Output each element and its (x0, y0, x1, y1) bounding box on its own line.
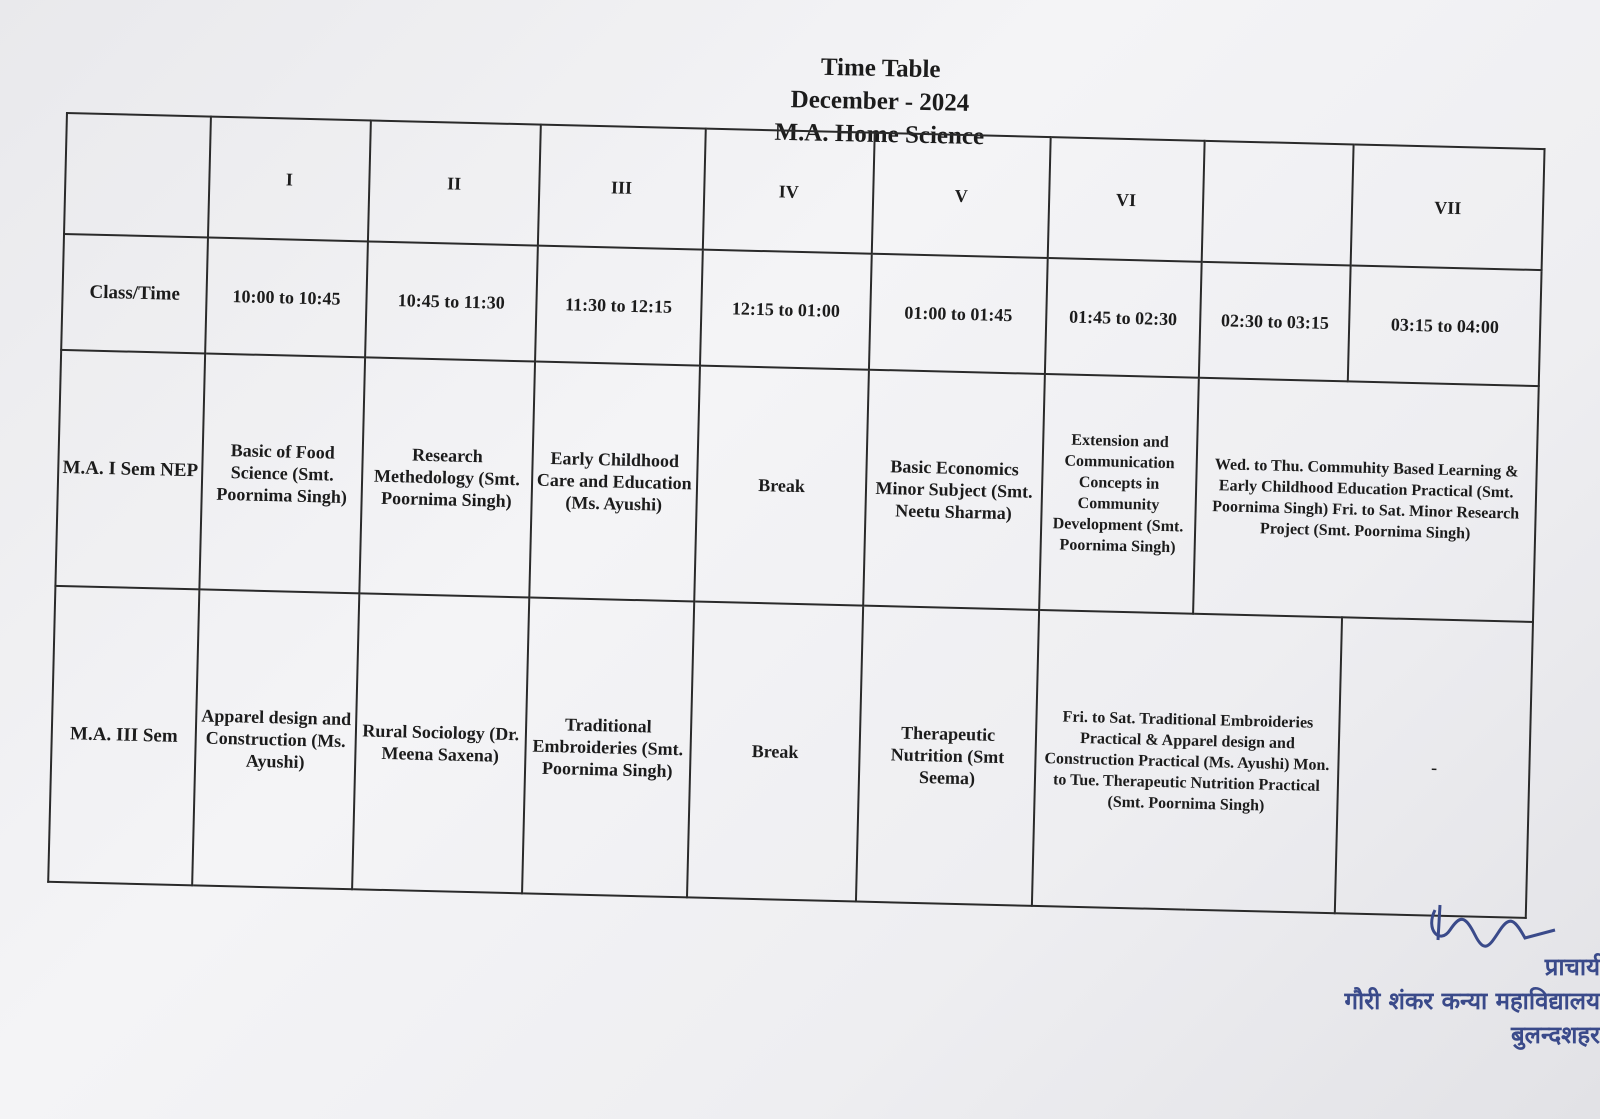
subject-cell: Extension and Communication Concepts in Community Development (Smt. Poornima Singh) (1039, 374, 1199, 614)
time-slot: 10:45 to 11:30 (365, 241, 538, 361)
subject-cell: Early Childhood Care and Education (Ms. Ayushi) (529, 362, 699, 602)
title-line-2: December - 2024 (790, 86, 970, 117)
period-header: I (208, 117, 371, 242)
period-header (1202, 141, 1354, 266)
time-slot: 01:45 to 02:30 (1044, 258, 1201, 378)
period-header: VII (1351, 144, 1544, 270)
subject-cell: Apparel design and Construction (Ms. Ayushi) (192, 589, 359, 889)
principal-signature (1310, 900, 1600, 1052)
period-header: IV (702, 129, 875, 254)
timetable-wrapper (47, 112, 1565, 918)
time-slot: 02:30 to 03:15 (1199, 262, 1351, 382)
subject-cell: Traditional Embroideries (Smt. Poornima Singh) (522, 597, 694, 897)
header-corner (64, 113, 211, 237)
period-header: II (368, 120, 541, 245)
subject-cell: Fri. to Sat. Traditional Embroideries Practical & Apparel design and Construction Practical (Ms. Ayushi) Mon. to Tue. Therapeutic Nutrition Practical (Smt. Poornima Singh) (1031, 610, 1342, 913)
subject-cell: Basic Economics Minor Subject (Smt. Neetu Sharma) (864, 370, 1045, 610)
period-header: VI (1047, 137, 1204, 262)
table-row (48, 586, 1533, 918)
subject-cell: - (1335, 617, 1533, 918)
signature-line: बुलन्दशहर (1510, 1021, 1600, 1049)
signature-line: गौरी शंकर कन्या महाविद्यालय (1344, 987, 1600, 1015)
time-row-label: Class/Time (61, 234, 208, 353)
break-cell: Break (687, 601, 864, 901)
time-slot: 11:30 to 12:15 (535, 246, 703, 366)
time-slot: 01:00 to 01:45 (869, 254, 1047, 374)
time-slot: 03:15 to 04:00 (1348, 265, 1541, 386)
break-cell: Break (694, 366, 870, 606)
title-line-1: Time Table (820, 53, 941, 84)
class-label: M.A. III Sem (48, 586, 199, 885)
subject-cell: Rural Sociology (Dr. Meena Saxena) (352, 593, 529, 893)
signature-line: प्राचार्य (1544, 953, 1600, 981)
signature-scribble (1420, 900, 1560, 950)
table-row (55, 350, 1538, 622)
time-slot: 12:15 to 01:00 (700, 250, 873, 370)
period-header: III (538, 125, 706, 250)
subject-cell: Basic of Food Science (Smt. Poornima Singh) (200, 353, 365, 593)
time-slot: 10:00 to 10:45 (205, 238, 367, 358)
subject-cell: Wed. to Thu. Commuhity Based Learning & Early Childhood Education Practical (Smt. Poornima Singh) Fri. to Sat. Minor Research Project (Smt. Poornima Singh) (1193, 378, 1539, 622)
subject-cell: Therapeutic Nutrition (Smt Seema) (856, 606, 1038, 906)
title-line-3: M.A. Home Science (774, 118, 985, 151)
subject-cell: Research Methedology (Smt. Poornima Singh) (359, 357, 535, 597)
timetable (47, 112, 1545, 919)
class-label: M.A. I Sem NEP (55, 350, 205, 589)
period-header: V (872, 133, 1050, 258)
